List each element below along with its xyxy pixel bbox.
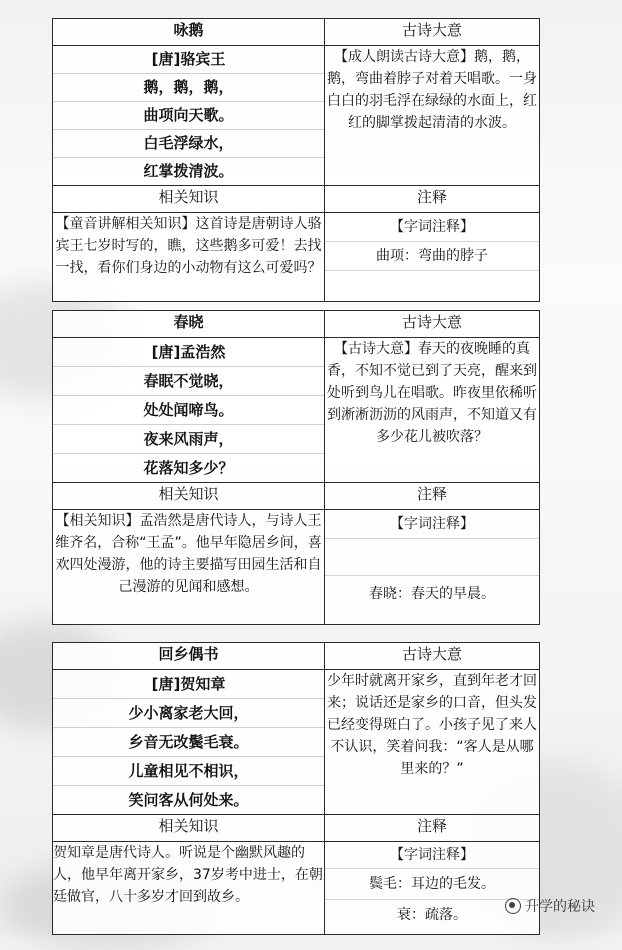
poem-line: 鹅，鹅，鹅， <box>53 74 324 102</box>
related-knowledge: 【童音讲解相关知识】这首诗是唐朝诗人骆宾王七岁时写的，瞧，这些鹅多可爱！去找一找，看你们身边的小动物有这么可爱吗？ <box>53 213 325 302</box>
knowledge-header: 相关知识 <box>53 483 325 510</box>
related-knowledge: 【相关知识】孟浩然是唐代诗人，与诗人王维齐名，合称“王孟”。他早年隐居乡间，喜欢四处漫游，他的诗主要描写田园生活和自己漫游的见闻和感想。 <box>53 510 325 625</box>
poem-table-3 <box>52 642 540 935</box>
knowledge-header: 相关知识 <box>53 815 325 842</box>
poem-author: [唐]孟浩然 <box>53 338 324 367</box>
poem-line: 乡音无改鬓毛衰。 <box>53 728 324 757</box>
poem-author: [唐]贺知章 <box>53 670 324 699</box>
meaning-header: 古诗大意 <box>325 19 540 46</box>
note-item <box>325 539 539 576</box>
poem-lines <box>53 670 325 815</box>
wechat-account-icon <box>505 898 521 914</box>
notes-header: 注释 <box>325 186 540 213</box>
poem-line: 少小离家老大回， <box>53 699 324 728</box>
poem-title: 回乡偶书 <box>53 643 325 670</box>
poem-title: 春晓 <box>53 311 325 338</box>
poem-line: 夜来风雨声， <box>53 425 324 454</box>
poem-meaning: 【成人朗读古诗大意】鹅，鹅，鹅，弯曲着脖子对着天唱歌。一身白白的羽毛浮在绿绿的水面上，红红的脚掌拨起清清的水波。 <box>325 46 540 186</box>
poem-author: [唐]骆宾王 <box>53 46 324 74</box>
poem-line: 红掌拨清波。 <box>143 162 234 180</box>
note-item: 衰：疏落。 <box>397 907 467 923</box>
notes-title: 【字词注释】 <box>325 510 539 539</box>
poem-line: 笑问客从何处来。 <box>128 791 249 809</box>
notes-header: 注释 <box>325 483 540 510</box>
poem-lines <box>53 46 325 186</box>
word-notes <box>325 213 540 302</box>
poem-table-2 <box>52 310 540 625</box>
poem-table-1 <box>52 18 540 302</box>
poem-line: 春眠不觉晓， <box>53 367 324 396</box>
poem-line: 花落知多少？ <box>143 459 234 477</box>
meaning-header: 古诗大意 <box>325 311 540 338</box>
watermark <box>505 896 595 916</box>
poem-line: 儿童相见不相识， <box>53 757 324 786</box>
notes-title: 【字词注释】 <box>325 213 539 242</box>
meaning-header: 古诗大意 <box>325 643 540 670</box>
word-notes <box>325 842 540 935</box>
poem-line: 曲项向天歌。 <box>53 102 324 130</box>
knowledge-header: 相关知识 <box>53 186 325 213</box>
poem-meaning: 少年时就离开家乡，直到年老才回来；说话还是家乡的口音，但头发已经变得斑白了。小孩子见了来人不认识，笑着问我：“客人是从哪里来的？” <box>325 670 540 815</box>
poem-meaning: 【古诗大意】春天的夜晚睡的真香，不知不觉已到了天亮，醒来到处听到鸟儿在唱歌。昨夜里依稀听到淅淅沥沥的风雨声，不知道又有多少花儿被吹落？ <box>325 338 540 483</box>
note-item: 曲项：弯曲的脖子 <box>325 242 539 271</box>
poem-line: 处处闻啼鸟。 <box>53 396 324 425</box>
word-notes <box>325 510 540 625</box>
related-knowledge: 贺知章是唐代诗人。听说是个幽默风趣的人，他早年离开家乡，37岁考中进士，在朝廷做官，八十多岁才回到故乡。 <box>53 842 325 935</box>
poem-lines <box>53 338 325 483</box>
note-item: 鬓毛：耳边的毛发。 <box>325 869 539 900</box>
note-item: 春晓：春天的早晨。 <box>369 586 495 602</box>
note-item <box>325 271 539 301</box>
notes-title: 【字词注释】 <box>325 842 539 869</box>
poem-line: 白毛浮绿水， <box>53 130 324 158</box>
watermark-text: 升学的秘诀 <box>525 899 595 915</box>
poem-title: 咏鹅 <box>53 19 325 46</box>
notes-header: 注释 <box>325 815 540 842</box>
